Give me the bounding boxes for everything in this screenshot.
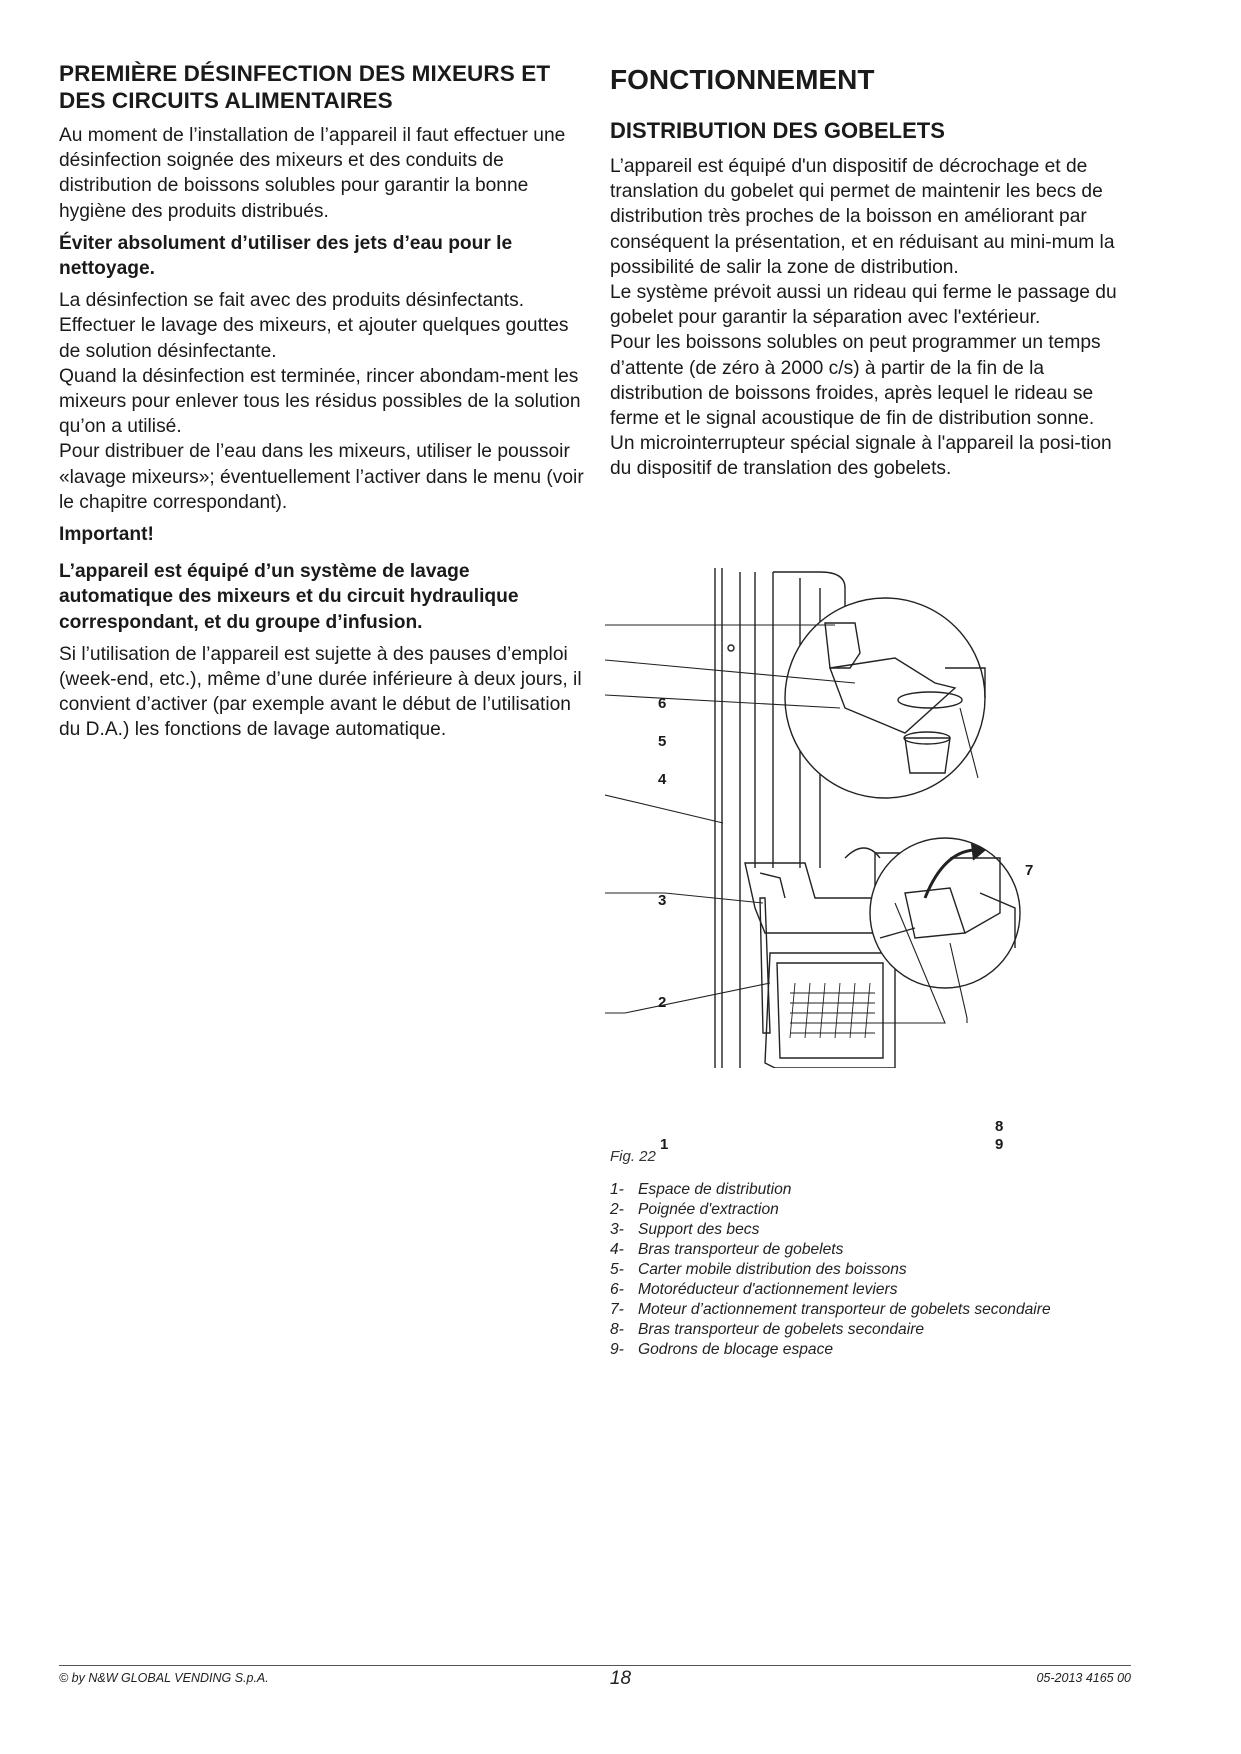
important-text: L’appareil est équipé d’un système de lavage automatique des mixeurs et du circuit hydraulique correspondant, et du groupe d’infusion. [59, 561, 519, 633]
callout-label: 8 [995, 1118, 1004, 1135]
callout-label: 9 [995, 1136, 1004, 1153]
callout-label: 4 [658, 771, 667, 788]
figure-22-illustration [605, 568, 1075, 1068]
left-column [59, 60, 584, 750]
footer-doc-code: 05-2013 4165 00 [1036, 1671, 1131, 1685]
paragraph: La désinfection se fait avec des produits désinfectants. Effectuer le lavage des mixeurs, et ajouter quelques gouttes de solution désinfectante. [59, 290, 569, 362]
legend-item: 2- Poignée d'extraction [610, 1201, 779, 1218]
paragraph: Quand la désinfection est terminée, rincer abondam-ment les mixeurs pour enlever tous les résidus possibles de la solution qu’on a utilisé. [59, 365, 581, 438]
legend-item: 9- Godrons de blocage espace [610, 1341, 834, 1358]
callout-label: 2 [658, 994, 667, 1011]
paragraph: Pour distribuer de l’eau dans les mixeurs, utiliser le poussoir «lavage mixeurs»; éventuellement l’activer dans le menu (voir le chapitre correspondant). [59, 441, 584, 513]
legend-item: 7- Moteur d’actionnement transporteur de gobelets secondaire [610, 1301, 1051, 1318]
paragraph: L’appareil est équipé d'un dispositif de décrochage et de translation du gobelet qui permet de maintenir les becs de distribution très proches de la boisson en améliorant par conséquent la présentation, et en réduisant au mini-mum la possibilité de salir la zone de distribution. [610, 156, 1115, 278]
legend-item: 5- Carter mobile distribution des boissons [610, 1261, 907, 1278]
section-heading-disinfection: PREMIÈRE DÉSINFECTION DES MIXEURS ET DES CIRCUITS ALIMENTAIRES [59, 61, 551, 113]
callout-label: 7 [1025, 862, 1034, 879]
callout-label: 3 [658, 892, 667, 909]
footer-divider [59, 1665, 1131, 1666]
paragraph: Pour les boissons solubles on peut programmer un temps d’attente (de zéro à 2000 c/s) à partir de la fin de la distribution de boissons froides, après lequel le rideau se ferme et le signal acoustique de fin de distribution sonne. [610, 332, 1101, 430]
paragraph: Le système prévoit aussi un rideau qui ferme le passage du gobelet pour garantir la séparation avec l'extérieur. [610, 282, 1117, 329]
figure-legend [610, 1180, 1130, 1360]
page-number: 18 [609, 1668, 632, 1689]
paragraph: Un microinterrupteur spécial signale à l'appareil la posi-tion du dispositif de translation des gobelets. [610, 433, 1112, 480]
page-title: FONCTIONNEMENT [610, 64, 875, 95]
legend-item: 8- Bras transporteur de gobelets secondaire [610, 1321, 925, 1338]
legend-item: 3- Support des becs [610, 1221, 760, 1238]
paragraph: Au moment de l’installation de l’appareil il faut effectuer une désinfection soignée des mixeurs et des conduits de distribution de boissons solubles pour garantir la bonne hygiène des produits distribués. [59, 125, 566, 222]
legend-item: 4- Bras transporteur de gobelets [610, 1241, 844, 1258]
callout-label: 1 [660, 1136, 669, 1153]
right-column [610, 58, 1130, 489]
section-heading-gobelets: DISTRIBUTION DES GOBELETS [610, 118, 945, 143]
legend-item: 1- Espace de distribution [610, 1181, 792, 1198]
footer-copyright: © by N&W GLOBAL VENDING S.p.A. [59, 1671, 269, 1685]
important-label: Important! [59, 524, 154, 546]
paragraph: Si l’utilisation de l’appareil est sujette à des pauses d’emploi (week-end, etc.), même d’une durée inférieure à deux jours, il convient d’activer (par exemple avant le début de l’utilisation du D.A.) les fonctions de lavage automatique. [59, 643, 582, 741]
callout-label: 5 [658, 733, 667, 750]
callout-label: 6 [658, 695, 667, 712]
legend-item: 6- Motoréducteur d'actionnement leviers [610, 1281, 898, 1298]
warning-text: Éviter absolument d’utiliser des jets d’eau pour le nettoyage. [59, 232, 513, 280]
figure-caption: Fig. 22 [610, 1148, 656, 1165]
